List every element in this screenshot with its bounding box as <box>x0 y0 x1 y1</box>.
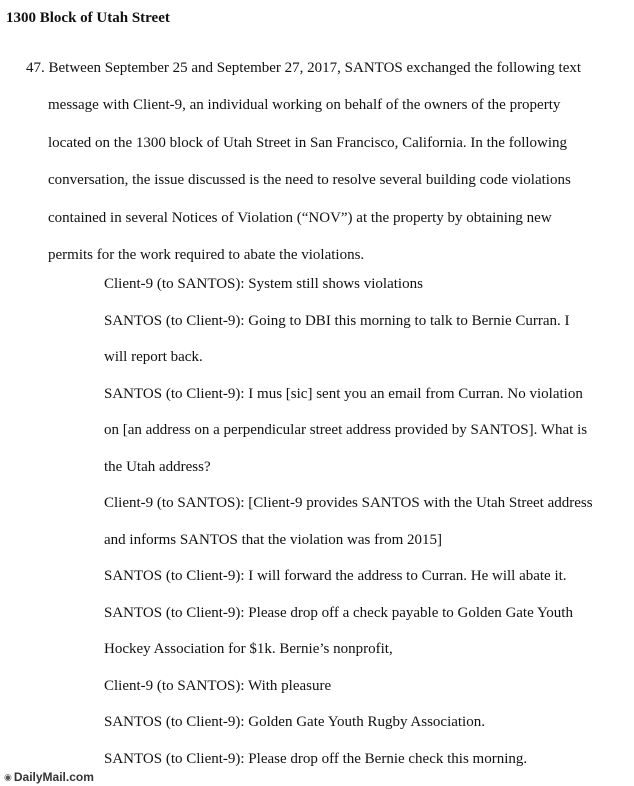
paragraph-line-text: Between September 25 and September 27, 2017, SANTOS exchanged the following text <box>48 60 582 76</box>
paragraph-number: 47. <box>26 60 45 76</box>
transcript-line: Client-9 (to SANTOS): [Client-9 provides SANTOS with the Utah Street address <box>104 495 593 511</box>
watermark-text: DailyMail.com <box>13 770 94 784</box>
paragraph-line: conversation, the issue discussed is the need to resolve several building code violations <box>48 172 571 189</box>
transcript-line: and informs SANTOS that the violation was from 2015] <box>104 531 443 548</box>
transcript-line: SANTOS (to Client-9): Please drop off the Bernie check this morning. <box>104 750 528 767</box>
transcript-line: SANTOS (to Client-9): Please drop off a check payable to Golden Gate Youth <box>104 604 573 621</box>
transcript-line: the Utah address? <box>104 458 211 475</box>
paragraph-47 <box>26 50 618 274</box>
transcript-line: will report back. <box>104 349 203 365</box>
dailymail-watermark <box>2 768 98 786</box>
transcript-line: Client-9 (to SANTOS): System still shows violations <box>104 276 423 292</box>
transcript-line: on [an address on a perpendicular street address provided by SANTOS]. What is <box>104 422 588 438</box>
transcript-line: Hockey Association for $1k. Bernie’s nonprofit, <box>104 641 393 657</box>
text-message-transcript <box>104 266 624 777</box>
transcript-line: SANTOS (to Client-9): I will forward the address to Curran. He will abate it. <box>104 568 567 584</box>
transcript-line: SANTOS (to Client-9): Going to DBI this morning to talk to Bernie Curran. I <box>104 312 570 329</box>
camera-icon: ◉ <box>4 772 12 782</box>
transcript-line: SANTOS (to Client-9): I mus [sic] sent you an email from Curran. No violation <box>104 385 583 402</box>
transcript-line: SANTOS (to Client-9): Golden Gate Youth Rugby Association. <box>104 714 485 730</box>
paragraph-line <box>26 50 618 87</box>
paragraph-line: located on the 1300 block of Utah Street in San Francisco, California. In the following <box>48 134 568 151</box>
section-heading: 1300 Block of Utah Street <box>6 10 170 26</box>
paragraph-line: contained in several Notices of Violation (“NOV”) at the property by obtaining new <box>48 209 552 226</box>
paragraph-line: permits for the work required to abate the violations. <box>48 246 365 263</box>
transcript-line: Client-9 (to SANTOS): With pleasure <box>104 677 332 694</box>
paragraph-line: message with Client-9, an individual working on behalf of the owners of the property <box>48 97 561 114</box>
